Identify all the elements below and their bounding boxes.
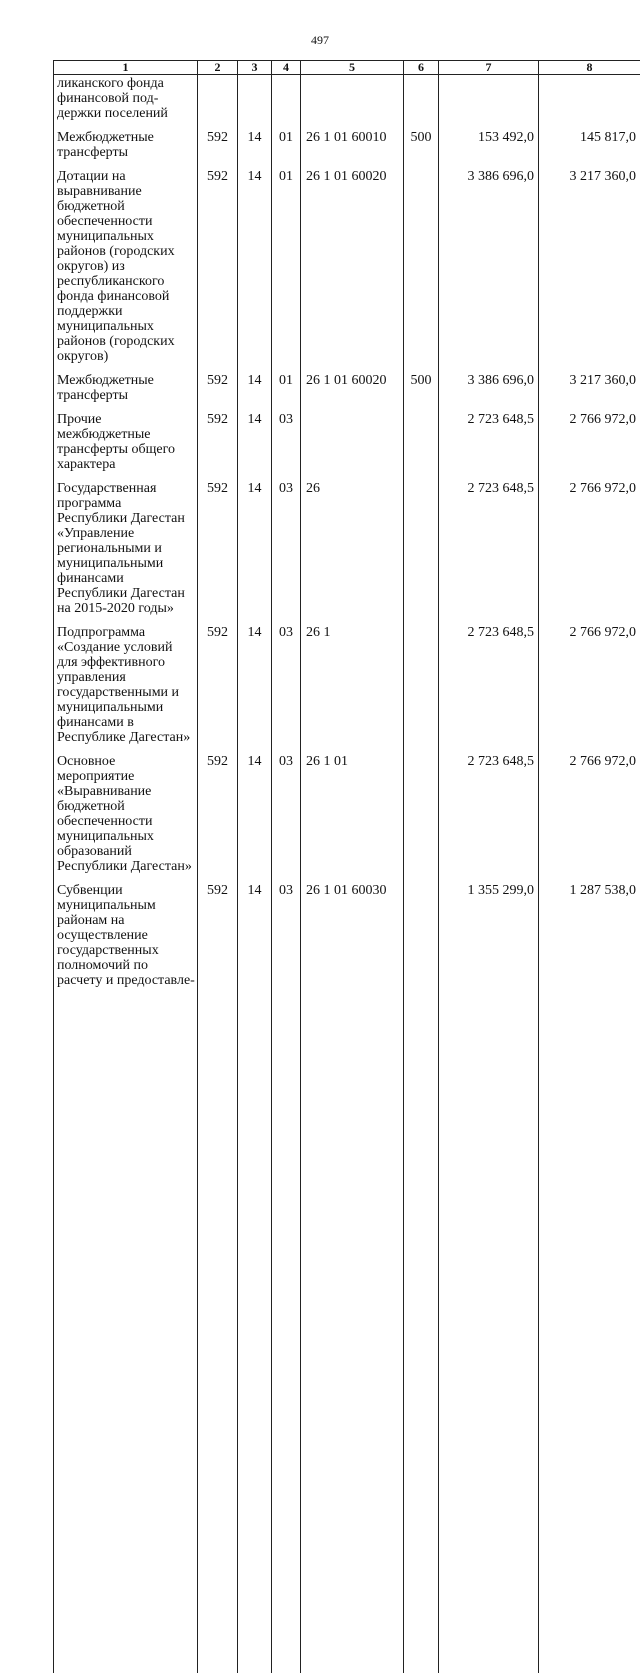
row-amount-2: [539, 75, 640, 122]
row-expense-type: 500: [404, 364, 439, 403]
row-name: Дотации на выравнивание бюджетной обеспеченности муниципальных районов (городских округов) из республиканского фонда финансовой поддержки муниципальных районов (городских округов): [54, 160, 198, 364]
col-header-8: 8: [539, 61, 640, 75]
row-expense-type: [404, 160, 439, 364]
row-amount-1: 2 723 648,5: [439, 403, 539, 472]
row-subsection: 03: [272, 745, 301, 874]
row-ministry: 592: [198, 364, 238, 403]
row-amount-1: 2 723 648,5: [439, 745, 539, 874]
row-expense-type: [404, 75, 439, 122]
row-subsection: 03: [272, 616, 301, 745]
row-expense-type: [404, 472, 439, 616]
table-row: [54, 121, 640, 160]
row-expense-type: 500: [404, 121, 439, 160]
row-ministry: [198, 75, 238, 122]
row-amount-1: 3 386 696,0: [439, 160, 539, 364]
row-section: 14: [238, 121, 272, 160]
row-name: Прочие межбюджетные трансферты общего характера: [54, 403, 198, 472]
row-amount-2: 145 817,0: [539, 121, 640, 160]
row-name: Межбюджетные трансферты: [54, 121, 198, 160]
row-ministry: 592: [198, 874, 238, 1673]
row-ministry: 592: [198, 121, 238, 160]
row-subsection: 01: [272, 364, 301, 403]
table-row: [54, 75, 640, 122]
table-row: [54, 403, 640, 472]
row-section: 14: [238, 874, 272, 1673]
row-target-code: 26 1 01: [301, 745, 404, 874]
page-number: 497: [0, 33, 640, 48]
row-expense-type: [404, 874, 439, 1673]
col-header-6: 6: [404, 61, 439, 75]
row-amount-2: 2 766 972,0: [539, 403, 640, 472]
row-section: [238, 75, 272, 122]
table-row: [54, 616, 640, 745]
row-name: Основное мероприятие «Выравнивание бюджетной обеспеченности муниципальных образований Республики Дагестан»: [54, 745, 198, 874]
row-name: ликанского фонда финансовой под-держки поселений: [54, 75, 198, 122]
row-amount-1: 153 492,0: [439, 121, 539, 160]
row-amount-1: [439, 75, 539, 122]
row-ministry: 592: [198, 160, 238, 364]
row-section: 14: [238, 403, 272, 472]
col-header-1: 1: [54, 61, 198, 75]
table-row: [54, 160, 640, 364]
col-header-3: 3: [238, 61, 272, 75]
row-target-code: 26 1 01 60020: [301, 160, 404, 364]
table-row: [54, 874, 640, 1673]
row-section: 14: [238, 616, 272, 745]
row-ministry: 592: [198, 403, 238, 472]
row-amount-2: 2 766 972,0: [539, 745, 640, 874]
row-target-code: [301, 75, 404, 122]
row-name: Государственная программа Республики Дагестан «Управление региональными и муниципальными финансами Республики Дагестан на 2015-2020 годы»: [54, 472, 198, 616]
row-expense-type: [404, 403, 439, 472]
row-amount-2: 2 766 972,0: [539, 616, 640, 745]
row-ministry: 592: [198, 745, 238, 874]
table-row: [54, 364, 640, 403]
header-row: [54, 61, 640, 75]
row-expense-type: [404, 616, 439, 745]
row-amount-2: 1 287 538,0: [539, 874, 640, 1673]
row-target-code: 26 1: [301, 616, 404, 745]
row-name: Межбюджетные трансферты: [54, 364, 198, 403]
row-expense-type: [404, 745, 439, 874]
row-ministry: 592: [198, 472, 238, 616]
col-header-2: 2: [198, 61, 238, 75]
row-amount-1: 2 723 648,5: [439, 616, 539, 745]
row-target-code: 26 1 01 60020: [301, 364, 404, 403]
row-target-code: 26 1 01 60010: [301, 121, 404, 160]
row-section: 14: [238, 160, 272, 364]
row-subsection: 03: [272, 472, 301, 616]
row-subsection: 03: [272, 403, 301, 472]
row-name: Субвенции муниципальным районам на осуществление государственных полномочий по расчету и предоставле-: [54, 874, 198, 1673]
row-subsection: 03: [272, 874, 301, 1673]
row-target-code: [301, 403, 404, 472]
row-amount-2: 3 217 360,0: [539, 364, 640, 403]
row-amount-2: 3 217 360,0: [539, 160, 640, 364]
row-subsection: [272, 75, 301, 122]
row-amount-2: 2 766 972,0: [539, 472, 640, 616]
row-section: 14: [238, 364, 272, 403]
row-amount-1: 2 723 648,5: [439, 472, 539, 616]
table-row: [54, 745, 640, 874]
budget-table: [53, 60, 640, 1673]
col-header-5: 5: [301, 61, 404, 75]
col-header-4: 4: [272, 61, 301, 75]
row-amount-1: 1 355 299,0: [439, 874, 539, 1673]
row-subsection: 01: [272, 160, 301, 364]
row-name: Подпрограмма «Создание условий для эффективного управления государственными и муниципальными финансами в Республике Дагестан»: [54, 616, 198, 745]
row-amount-1: 3 386 696,0: [439, 364, 539, 403]
row-ministry: 592: [198, 616, 238, 745]
row-target-code: 26 1 01 60030: [301, 874, 404, 1673]
col-header-7: 7: [439, 61, 539, 75]
row-section: 14: [238, 472, 272, 616]
row-target-code: 26: [301, 472, 404, 616]
row-section: 14: [238, 745, 272, 874]
table-row: [54, 472, 640, 616]
row-subsection: 01: [272, 121, 301, 160]
